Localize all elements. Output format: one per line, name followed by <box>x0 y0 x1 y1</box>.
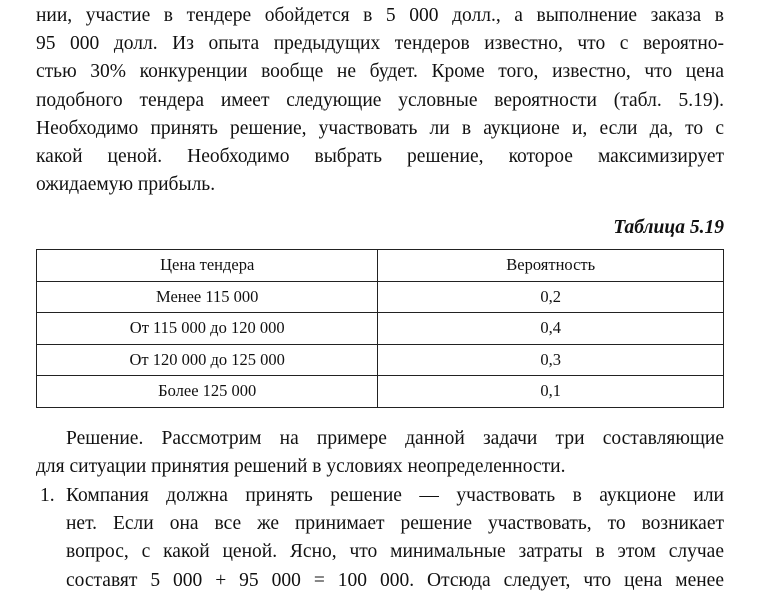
cell-probability: 0,4 <box>378 313 724 345</box>
text-line: 95 000 долл. Из опыта предыдущих тендеров известно, что с вероятно- <box>36 33 724 55</box>
table-row <box>37 281 724 313</box>
text-line: нии, участие в тендере обойдется в 5 000 долл., а выполнение заказа в <box>36 5 724 26</box>
cell-probability: 0,2 <box>378 281 724 313</box>
intro-paragraph <box>36 2 724 199</box>
text-line: стью 30% конкуренции вообще не будет. Кроме того, известно, что цена <box>36 61 724 83</box>
text-line: Решение. Рассмотрим на примере данной задачи три составляющие <box>66 428 724 449</box>
text-line: Компания должна принять решение — участвовать в аукционе или <box>66 485 724 506</box>
numbered-list <box>36 482 724 595</box>
text-line: какой ценой. Необходимо выбрать решение, которое максимизирует <box>36 146 724 168</box>
header-price: Цена тендера <box>37 250 378 282</box>
text-line: составят 5 000 + 95 000 = 100 000. Отсюда следует, что цена менее <box>66 569 724 591</box>
table-row <box>37 344 724 376</box>
text-line: для ситуации принятия решений в условиях неопределенности. <box>36 456 566 478</box>
table-row <box>37 313 724 345</box>
solution-paragraph <box>36 425 724 481</box>
table-header-row <box>37 250 724 282</box>
header-probability: Вероятность <box>378 250 724 282</box>
table-row <box>37 376 724 408</box>
probability-table <box>36 249 724 408</box>
cell-probability: 0,3 <box>378 344 724 376</box>
cell-price: Более 125 000 <box>37 376 378 408</box>
list-number: 1. <box>40 485 55 506</box>
text-line: вопрос, с какой ценой. Ясно, что минимальные затраты в этом случае <box>66 541 724 563</box>
text-line: Необходимо принять решение, участвовать ли в аукционе и, если да, то с <box>36 117 724 139</box>
cell-probability: 0,1 <box>378 376 724 408</box>
cell-price: От 115 000 до 120 000 <box>37 313 378 345</box>
text-line: ожидаемую прибыль. <box>36 174 216 196</box>
table-caption: Таблица 5.19 <box>613 217 724 238</box>
cell-price: От 120 000 до 125 000 <box>37 344 378 376</box>
text-line: нет. Если она все же принимает решение участвовать, то возникает <box>66 513 724 535</box>
list-item-text <box>66 482 724 595</box>
text-line: подобного тендера имеет следующие условные вероятности (табл. 5.19). <box>36 89 724 111</box>
cell-price: Менее 115 000 <box>37 281 378 313</box>
